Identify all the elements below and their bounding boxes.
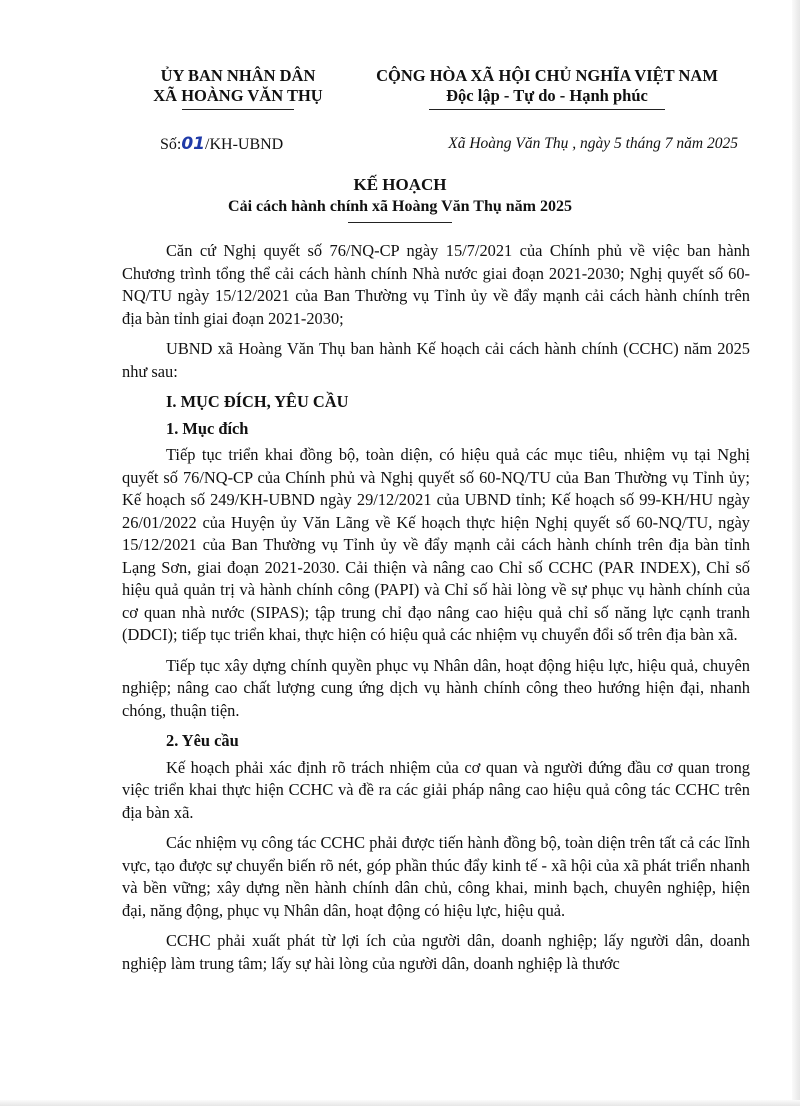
paragraph-purpose-2: Tiếp tục xây dựng chính quyền phục vụ Nhân dân, hoạt động hiệu lực, hiệu quả, chuyên nghiệp; nâng cao chất lượng cung ứng dịch vụ hành chính công theo hướng hiện đại, nhanh chóng, thuận tiện.	[122, 655, 750, 720]
section-heading-1: I. MỤC ĐÍCH, YÊU CẦU	[166, 392, 349, 411]
document-title: KẾ HOẠCH	[353, 175, 447, 194]
agency-line-1: ỦY BAN NHÂN DÂN	[160, 66, 316, 85]
paragraph-purpose-1: Tiếp tục triển khai đồng bộ, toàn diện, có hiệu quả các mục tiêu, nhiệm vụ tại Nghị quyết số 76/NQ-CP của Chính phủ và Nghị quyết số 60-NQ/TU của Ban Thường vụ Tỉnh ủy; Kế hoạch số 249/KH-UBND ngày 29/12/2021 của UBND tỉnh; Kế hoạch số 99-KH/HU ngày 26/01/2022 của Huyện ủy Văn Lãng về Kế hoạch thực hiện Nghị quyết số 60-NQ/TU, ngày 15/12/2021 của Ban Thường vụ Tỉnh ủy về đẩy mạnh cải cách hành chính trên địa bàn tỉnh Lạng Sơn, giai đoạn 2021-2030. Cải thiện và nâng cao Chỉ số CCHC (PAR INDEX), Chỉ số hiệu quả quản trị và hành chính công (PAPI) và Chỉ số hài lòng về sự phục vụ hành chính của cơ quan nhà nước (SIPAS); tập trung chỉ đạo nâng cao hiệu quả chỉ số năng lực cạnh tranh (DDCI); tiếp tục triển khai, thực hiện có hiệu quả các nhiệm vụ chuyển đổi số trên địa bàn xã.	[122, 445, 750, 644]
motto-underline	[429, 109, 665, 110]
scan-edge-bottom	[0, 1100, 800, 1106]
subsection-requirements: 2. Yêu cầu	[166, 731, 239, 750]
subsection-purpose: 1. Mục đích	[166, 418, 249, 438]
agency-underline	[182, 109, 294, 110]
subtitle-rule	[348, 222, 452, 223]
paragraph-legal-basis: Căn cứ Nghị quyết số 76/NQ-CP ngày 15/7/2021 của Chính phủ về việc ban hành Chương trình tổng thể cải cách hành chính Nhà nước giai đoạn 2021-2030; Nghị quyết số 60-NQ/TU ngày 15/12/2021 của Ban Thường vụ Tỉnh ủy về đẩy mạnh cải cách hành chính trên địa bàn tỉnh giai đoạn 2021-2030;	[122, 241, 750, 328]
national-motto: Độc lập - Tự do - Hạnh phúc	[446, 86, 648, 105]
document-body	[122, 240, 750, 983]
national-name: CỘNG HÒA XÃ HỘI CHỦ NGHĨA VIỆT NAM	[376, 66, 718, 85]
doc-number-suffix: /KH-UBND	[205, 136, 284, 153]
paragraph-intro: UBND xã Hoàng Văn Thụ ban hành Kế hoạch cải cách hành chính (CCHC) năm 2025 như sau:	[122, 339, 750, 381]
place-date: Xã Hoàng Văn Thụ , ngày 5 tháng 7 năm 2025	[448, 135, 738, 152]
doc-number-prefix: Số:	[160, 136, 182, 153]
agency-line-2: XÃ HOÀNG VĂN THỤ	[153, 86, 323, 105]
document-number	[160, 134, 283, 154]
doc-number-handwritten: 01	[181, 134, 206, 154]
paragraph-requirement-1: Kế hoạch phải xác định rõ trách nhiệm của cơ quan và người đứng đầu cơ quan trong việc triển khai thực hiện CCHC và đề ra các giải pháp nâng cao hiệu quả công tác CCHC trên địa bàn xã.	[122, 757, 750, 822]
issuing-agency	[122, 66, 354, 110]
paragraph-requirement-2: Các nhiệm vụ công tác CCHC phải được tiến hành đồng bộ, toàn diện trên tất cả các lĩnh vực, tạo được sự chuyển biến rõ nét, góp phần thúc đẩy kinh tế - xã hội của xã phát triển nhanh và bền vững; xây dựng nền hành chính dân chủ, công khai, minh bạch, chuyên nghiệp, hiện đại, năng động, phục vụ Nhân dân, hoạt động có hiệu lực, hiệu quả.	[122, 833, 750, 920]
paragraph-requirement-3: CCHC phải xuất phát từ lợi ích của người dân, doanh nghiệp; lấy người dân, doanh nghiệp làm trung tâm; lấy sự hài lòng của người dân, doanh nghiệp là thước	[122, 931, 750, 973]
national-header	[356, 66, 738, 110]
scan-edge-right	[792, 0, 800, 1106]
document-subtitle: Cải cách hành chính xã Hoàng Văn Thụ năm 2025	[228, 198, 572, 215]
